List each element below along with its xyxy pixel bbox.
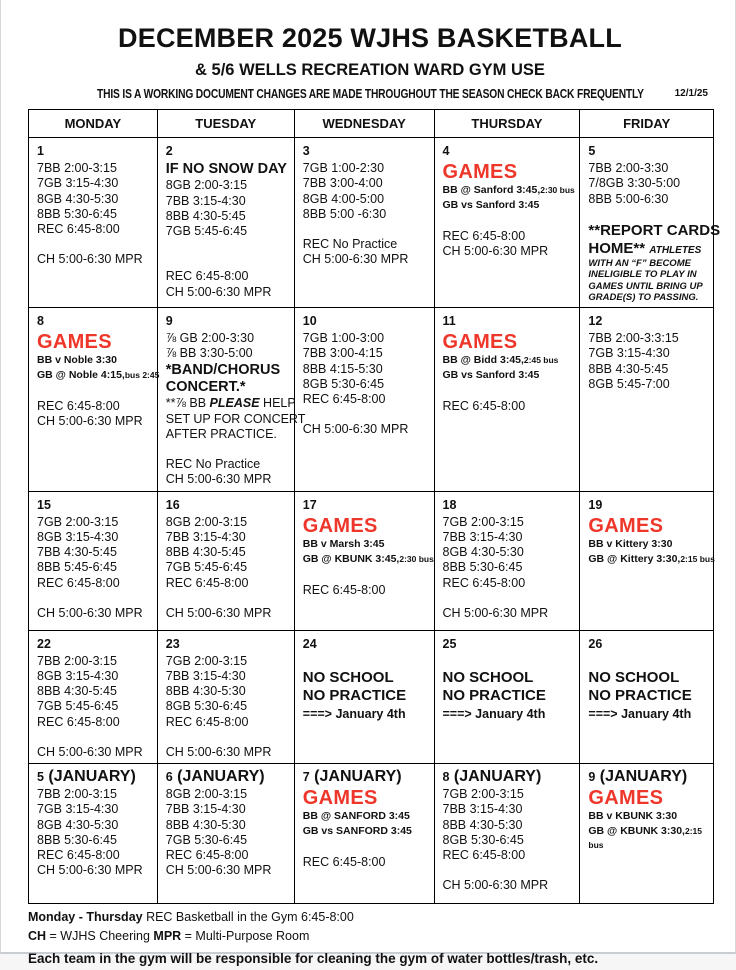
- blank-line: [166, 254, 292, 269]
- schedule-line: 8GB 3:15-4:30: [37, 668, 119, 683]
- footer-note-segment: = WJHS Cheering: [46, 929, 154, 944]
- schedule-line: 8GB 5:30-6:45: [165, 699, 248, 714]
- blank-line: [37, 730, 155, 745]
- schedule-line: 8BB 4:30-5:45: [37, 684, 117, 699]
- day-number: 5: [588, 144, 596, 158]
- schedule-line: NO SCHOOL: [442, 668, 534, 686]
- day-label: [443, 495, 578, 515]
- schedule-line: 7GB 5:45-6:45: [165, 560, 248, 575]
- schedule-line: 7GB 1:00-2:30: [302, 161, 385, 175]
- calendar-cell-day-24: [294, 630, 434, 764]
- day-number: 26: [588, 636, 603, 651]
- schedule-line: 8BB 4:30-5:30: [165, 684, 246, 699]
- weekday-header-row: [29, 110, 714, 138]
- schedule-line: BB @ SANFORD 3:45: [302, 810, 410, 823]
- schedule-line: 7GB 5:30-6:45: [165, 832, 248, 847]
- games-label: GAMES: [442, 331, 518, 354]
- schedule-line: NO PRACTICE: [588, 687, 692, 705]
- day-label: [303, 767, 432, 787]
- schedule-line: ===> January 4th: [442, 707, 546, 722]
- day-month-label: (JANUARY): [309, 768, 402, 786]
- schedule-line: NO PRACTICE: [302, 687, 407, 705]
- schedule-line-segment: 2:30 bus: [399, 553, 434, 564]
- blank-line: [303, 407, 432, 422]
- footer-note-segment: MPR: [153, 929, 182, 944]
- schedule-line: REC 6:45-8:00: [442, 848, 526, 863]
- day-label: [443, 767, 578, 787]
- blank-line: [166, 239, 292, 254]
- blank-line: [443, 863, 578, 878]
- schedule-line: NO SCHOOL: [302, 668, 394, 686]
- schedule-line-segment: GB @ KBUNK 3:30,: [588, 825, 685, 838]
- schedule-line: REC 6:45-8:00: [442, 229, 526, 243]
- schedule-line-segment: 2:30 bus: [540, 185, 575, 195]
- schedule-line: 8BB 4:15-5:30: [302, 361, 383, 376]
- schedule-line: REC 6:45-8:00: [37, 222, 120, 236]
- day-number: 10: [302, 314, 317, 329]
- day-month-label: (JANUARY): [449, 768, 542, 786]
- day-number: 8: [442, 770, 450, 785]
- schedule-line: GAMES UNTIL BRING UP: [588, 280, 703, 292]
- day-label: [443, 311, 578, 331]
- schedule-line: REC 6:45-8:00: [37, 714, 120, 729]
- day-label: [37, 767, 155, 787]
- day-label: [166, 634, 292, 654]
- schedule-line: REC 6:45-8:00: [37, 575, 120, 590]
- calendar-week-row: [29, 764, 714, 904]
- schedule-line: 8BB 5:00 -6:30: [302, 206, 387, 221]
- schedule-line: CH 5:00-6:30 MPR: [165, 863, 272, 878]
- footer-note-segment: REC Basketball in the Gym 6:45-8:00: [142, 910, 354, 925]
- day-number: 5: [37, 770, 44, 785]
- schedule-line: REC 6:45-8:00: [442, 575, 526, 590]
- blank-line: [166, 730, 292, 745]
- schedule-line: **REPORT CARDS: [588, 221, 721, 239]
- footer-note-segment: = Multi-Purpose Room: [181, 929, 310, 944]
- day-label: [303, 495, 432, 515]
- weekday-header-friday: FRIDAY: [580, 110, 714, 138]
- schedule-line: 7BB 2:00-3:3:15: [588, 331, 679, 346]
- schedule-line: 8GB 2:00-3:15: [165, 514, 248, 529]
- schedule-line: BB v Noble 3:30: [37, 354, 117, 367]
- day-month-label: (JANUARY): [172, 768, 265, 786]
- schedule-line: NO SCHOOL: [588, 668, 680, 686]
- schedule-line: GB vs SANFORD 3:45: [302, 825, 412, 838]
- calendar-cell-day-23: [157, 630, 294, 764]
- schedule-line: WITH AN “F” BECOME: [588, 257, 691, 269]
- day-number: 4: [442, 144, 450, 158]
- calendar-cell-day-3: [294, 138, 434, 308]
- schedule-line: CH 5:00-6:30 MPR: [442, 878, 549, 893]
- day-number: 6: [165, 770, 173, 785]
- schedule-line: NO PRACTICE: [442, 687, 546, 705]
- calendar-cell-day-8-jan: [434, 764, 580, 904]
- calendar-cell-day-4: [434, 138, 580, 308]
- day-number: 17: [302, 497, 317, 512]
- schedule-line: 8BB 5:30-6:45: [37, 206, 117, 221]
- blank-line: [443, 384, 578, 399]
- schedule-line: 8GB 2:00-3:15: [165, 787, 248, 802]
- calendar-cell-day-8: [29, 308, 158, 492]
- schedule-line: 8BB 5:30-6:45: [37, 832, 117, 847]
- day-label: [588, 495, 711, 515]
- schedule-line: *BAND/CHORUS: [165, 361, 281, 378]
- schedule-line: 7BB 3:15-4:30: [165, 668, 246, 683]
- calendar-week-row: [29, 308, 714, 492]
- schedule-line: REC 6:45-8:00: [37, 848, 120, 863]
- schedule-line-segment: 2:45 bus: [523, 355, 559, 366]
- weekday-header-tuesday: TUESDAY: [157, 110, 294, 138]
- calendar-cell-day-12: [580, 308, 714, 492]
- day-number: 1: [37, 144, 44, 158]
- footer-note-segment: Each team in the gym will be responsible for cleaning the gym of water bottles/trash, etc.: [28, 950, 599, 966]
- schedule-line: REC 6:45-8:00: [442, 399, 526, 414]
- schedule-line: 7GB 2:00-3:15: [37, 514, 119, 529]
- calendar-cell-day-5: [580, 138, 721, 308]
- blank-line: [37, 384, 155, 399]
- schedule-line-segment: ATHLETES: [649, 244, 702, 256]
- schedule-line: 7GB 2:00-3:15: [442, 787, 524, 802]
- schedule-line: CH 5:00-6:30 MPR: [37, 252, 143, 267]
- working-document-notice: THIS IS A WORKING DOCUMENT CHANGES ARE MADE THROUGHOUT THE SEASON CHECK BACK FREQUENTLY: [96, 87, 644, 101]
- day-label: [166, 311, 292, 331]
- schedule-line: 8BB 4:30-5:45: [165, 545, 246, 560]
- schedule-line: [443, 354, 578, 369]
- schedule-line: CH 5:00-6:30 MPR: [165, 472, 272, 487]
- schedule-line: [37, 369, 160, 384]
- schedule-line-segment: BB @ Sanford 3:45,: [442, 184, 541, 196]
- calendar-cell-day-25: [434, 630, 580, 764]
- games-label: GAMES: [302, 514, 378, 537]
- schedule-line: 8BB 5:30-6:45: [442, 560, 523, 575]
- schedule-line-segment: BB @ Bidd 3:45,: [442, 354, 524, 367]
- day-number: 9: [588, 770, 596, 785]
- schedule-line: bus: [588, 840, 604, 851]
- schedule-line: AFTER PRACTICE.: [165, 426, 277, 441]
- schedule-line: 7/8GB 3:30-5:00: [588, 176, 681, 191]
- schedule-line: CH 5:00-6:30 MPR: [37, 863, 143, 878]
- day-label: [303, 141, 432, 161]
- schedule-line: 7GB 5:45-6:45: [165, 224, 248, 239]
- day-label: [37, 634, 155, 654]
- calendar-cell-day-6-jan: [157, 764, 294, 904]
- schedule-line: [443, 184, 578, 199]
- calendar-cell-day-2: [157, 138, 294, 308]
- games-label: GAMES: [442, 161, 518, 183]
- day-label: [37, 495, 155, 515]
- schedule-line: 7GB 5:45-6:45: [37, 699, 119, 714]
- schedule-line: 7BB 2:00-3:30: [588, 161, 669, 175]
- blank-line: [166, 591, 292, 606]
- blank-line: [303, 840, 432, 855]
- schedule-line: 8BB 4:30-5:45: [165, 208, 246, 223]
- day-number: 11: [442, 314, 456, 329]
- schedule-line: INELIGIBLE TO PLAY IN: [588, 269, 697, 281]
- calendar-week-row: [29, 630, 714, 764]
- schedule-line: CH 5:00-6:30 MPR: [442, 244, 549, 259]
- footer-note-segment: Monday - Thursday: [28, 910, 143, 925]
- schedule-line: REC 6:45-8:00: [165, 269, 249, 284]
- schedule-line: [165, 396, 296, 411]
- schedule-line: 7BB 2:00-3:15: [37, 653, 117, 668]
- schedule-line-segment: GB @ Noble 4:15,: [37, 369, 125, 382]
- schedule-line-segment: HOME**: [588, 239, 650, 257]
- schedule-line: 7BB 4:30-5:45: [37, 545, 117, 560]
- day-number: 7: [302, 770, 310, 785]
- schedule-line-segment: 2:15 bus: [680, 553, 715, 564]
- schedule-line: REC 6:45-8:00: [165, 714, 249, 729]
- schedule-line: 8BB 4:30-5:30: [442, 817, 523, 832]
- day-label: [303, 634, 432, 654]
- schedule-line-segment: **⅞ BB: [165, 396, 210, 411]
- day-month-label: (JANUARY): [595, 768, 688, 786]
- day-number: 12: [588, 314, 603, 329]
- calendar-cell-day-18: [434, 491, 580, 630]
- schedule-line-segment: GB @ Kittery 3:30,: [588, 552, 681, 565]
- schedule-line: BB v Marsh 3:45: [302, 537, 385, 550]
- day-number: 24: [302, 636, 317, 651]
- blank-line: [588, 207, 711, 222]
- schedule-line: 7GB 3:15-4:30: [37, 176, 119, 191]
- footer-note-segment: CH: [28, 929, 47, 944]
- schedule-line: CH 5:00-6:30 MPR: [442, 605, 549, 620]
- schedule-line: 7BB 2:00-3:15: [37, 161, 117, 175]
- schedule-line: CH 5:00-6:30 MPR: [37, 605, 143, 620]
- schedule-line: 7GB 2:00-3:15: [442, 514, 524, 529]
- blank-line: [303, 654, 432, 669]
- day-label: [588, 634, 711, 654]
- schedule-line: 8GB 3:15-4:30: [37, 529, 119, 544]
- day-label: [303, 311, 432, 331]
- blank-line: [443, 654, 578, 669]
- calendar-cell-day-9: [157, 308, 306, 492]
- calendar-cell-day-9-jan: [580, 764, 714, 904]
- schedule-line: 7GB 2:00-3:15: [165, 653, 248, 668]
- footer-note: [28, 949, 712, 970]
- schedule-line: CH 5:00-6:30 MPR: [37, 414, 143, 429]
- schedule-line: 8GB 5:45-7:00: [588, 376, 670, 391]
- schedule-line: CH 5:00-6:30 MPR: [165, 284, 272, 299]
- games-label: GAMES: [588, 787, 664, 810]
- calendar-cell-day-1: [29, 138, 158, 308]
- calendar-cell-day-17: [294, 491, 434, 630]
- schedule-line: 7BB 3:15-4:30: [165, 802, 246, 817]
- day-number: 3: [302, 144, 310, 158]
- schedule-line: GB vs Sanford 3:45: [442, 369, 540, 382]
- schedule-line: 7BB 3:15-4:30: [165, 529, 246, 544]
- schedule-line: [588, 825, 711, 840]
- schedule-line: 8GB 2:00-3:15: [165, 178, 248, 193]
- schedule-line: CH 5:00-6:30 MPR: [165, 744, 272, 759]
- day-number: 16: [165, 497, 180, 512]
- games-label: GAMES: [588, 514, 664, 537]
- day-number: 9: [165, 314, 173, 329]
- schedule-line: 8GB 4:30-5:30: [37, 817, 119, 832]
- schedule-line: 8GB 4:30-5:30: [442, 545, 524, 560]
- schedule-line: ⅞ BB 3:30-5:00: [165, 346, 253, 361]
- schedule-line: BB v Kittery 3:30: [588, 537, 673, 550]
- day-number: 18: [442, 497, 457, 512]
- schedule-line-segment: HELP: [259, 396, 296, 411]
- calendar-cell-day-16: [157, 491, 294, 630]
- schedule-line: CH 5:00-6:30 MPR: [302, 422, 409, 437]
- blank-line: [303, 222, 432, 237]
- day-number: 2: [165, 144, 173, 158]
- schedule-line: 8GB 5:30-6:45: [442, 832, 524, 847]
- page-title: DECEMBER 2025 WJHS BASKETBALL: [118, 23, 622, 53]
- day-label: [166, 141, 292, 161]
- calendar-cell-day-15: [29, 491, 158, 630]
- day-label: [166, 767, 292, 787]
- schedule-line: REC No Practice: [302, 237, 398, 251]
- calendar-cell-day-10: [294, 308, 434, 492]
- calendar-cell-day-7-jan: [294, 764, 434, 904]
- schedule-line: IF NO SNOW DAY: [165, 161, 287, 177]
- blank-line: [588, 654, 711, 669]
- schedule-line: REC 6:45-8:00: [165, 848, 249, 863]
- notice-row: [28, 86, 712, 102]
- blank-line: [166, 442, 292, 457]
- day-label: [588, 767, 711, 787]
- schedule-line: 7GB 3:15-4:30: [588, 346, 670, 361]
- weekday-header-thursday: THURSDAY: [434, 110, 580, 138]
- revision-date: 12/1/25: [674, 88, 708, 99]
- day-label: [166, 495, 292, 515]
- schedule-line: 8BB 4:30-5:30: [165, 817, 246, 832]
- schedule-line: 7BB 3:15-4:30: [442, 529, 523, 544]
- schedule-line: CH 5:00-6:30 MPR: [302, 252, 409, 267]
- schedule-line: ===> January 4th: [588, 707, 692, 722]
- schedule-line: 7BB 3:00-4:15: [302, 346, 383, 361]
- day-label: [443, 634, 578, 654]
- schedule-line: SET UP FOR CONCERT: [165, 411, 306, 426]
- page-subtitle: & 5/6 WELLS RECREATION WARD GYM USE: [195, 61, 545, 79]
- footer-note: [28, 908, 712, 927]
- schedule-line: 7GB 3:15-4:30: [37, 802, 119, 817]
- day-label: [443, 141, 578, 161]
- schedule-line: 7GB 1:00-3:00: [302, 331, 385, 346]
- blank-line: [443, 214, 578, 229]
- schedule-line: REC 6:45-8:00: [302, 582, 386, 597]
- schedule-line-segment: PLEASE: [209, 396, 260, 411]
- calendar-week-row: [29, 491, 714, 630]
- day-number: 19: [588, 497, 603, 512]
- day-number: 23: [165, 636, 180, 651]
- day-number: 25: [442, 636, 457, 651]
- footer-note: [28, 927, 712, 946]
- schedule-line-segment: bus 2:45: [124, 370, 160, 381]
- schedule-line: REC 6:45-8:00: [165, 575, 249, 590]
- day-number: 8: [37, 314, 44, 329]
- schedule-line: 8BB 4:30-5:45: [588, 361, 669, 376]
- blank-line: [443, 591, 578, 606]
- games-label: GAMES: [37, 331, 112, 354]
- schedule-line: CONCERT.*: [165, 378, 246, 395]
- calendar-cell-day-19: [580, 491, 714, 630]
- schedule-line: 7BB 3:15-4:30: [442, 802, 523, 817]
- schedule-line: [588, 552, 715, 568]
- day-label: [37, 311, 155, 331]
- day-month-label: (JANUARY): [43, 768, 136, 786]
- blank-line: [37, 591, 155, 606]
- schedule-line: GB vs Sanford 3:45: [442, 199, 540, 211]
- schedule-line: REC No Practice: [165, 457, 261, 472]
- schedule-line: [588, 240, 711, 258]
- weekday-header-monday: MONDAY: [29, 110, 158, 138]
- calendar-cell-day-22: [29, 630, 158, 764]
- schedule-line: 8GB 4:00-5:00: [302, 191, 385, 206]
- schedule-line: 8BB 5:45-6:45: [37, 560, 117, 575]
- day-label: [588, 311, 711, 331]
- schedule-line: BB v KBUNK 3:30: [588, 810, 678, 823]
- schedule-line: 8GB 4:30-5:30: [37, 191, 119, 206]
- day-number: 15: [37, 497, 51, 512]
- schedule-line: 7BB 3:00-4:00: [302, 176, 383, 191]
- schedule-line-segment: GB @ KBUNK 3:45,: [302, 552, 400, 565]
- schedule-line: REC 6:45-8:00: [37, 399, 120, 414]
- schedule-line: 7BB 3:15-4:30: [165, 193, 246, 208]
- games-label: GAMES: [302, 787, 378, 810]
- schedule-line: CH 5:00-6:30 MPR: [37, 744, 143, 759]
- calendar-table: [28, 109, 721, 904]
- day-label: [37, 141, 155, 161]
- blank-line: [37, 237, 155, 252]
- calendar-cell-day-26: [580, 630, 714, 764]
- footer-notes: [28, 908, 712, 970]
- day-number: 22: [37, 636, 51, 651]
- weekday-header-wednesday: WEDNESDAY: [294, 110, 434, 138]
- schedule-line: GRADE(S) TO PASSING.: [588, 292, 699, 304]
- schedule-line: REC 6:45-8:00: [302, 855, 386, 870]
- schedule-line: REC 6:45-8:00: [302, 392, 386, 407]
- schedule-line: 8BB 5:00-6:30: [588, 191, 669, 206]
- schedule-line: CH 5:00-6:30 MPR: [165, 605, 272, 620]
- schedule-line-segment: 2:15: [684, 826, 702, 837]
- calendar-week-row: [29, 138, 714, 308]
- blank-line: [303, 568, 432, 583]
- calendar-cell-day-5-jan: [29, 764, 158, 904]
- calendar-cell-day-11: [434, 308, 580, 492]
- schedule-line: [303, 553, 432, 568]
- schedule-line: 8GB 5:30-6:45: [302, 376, 385, 391]
- schedule-line: ===> January 4th: [302, 707, 406, 722]
- schedule-line: ⅞ GB 2:00-3:30: [165, 331, 255, 346]
- day-label: [588, 141, 711, 161]
- schedule-line: 7BB 2:00-3:15: [37, 787, 117, 802]
